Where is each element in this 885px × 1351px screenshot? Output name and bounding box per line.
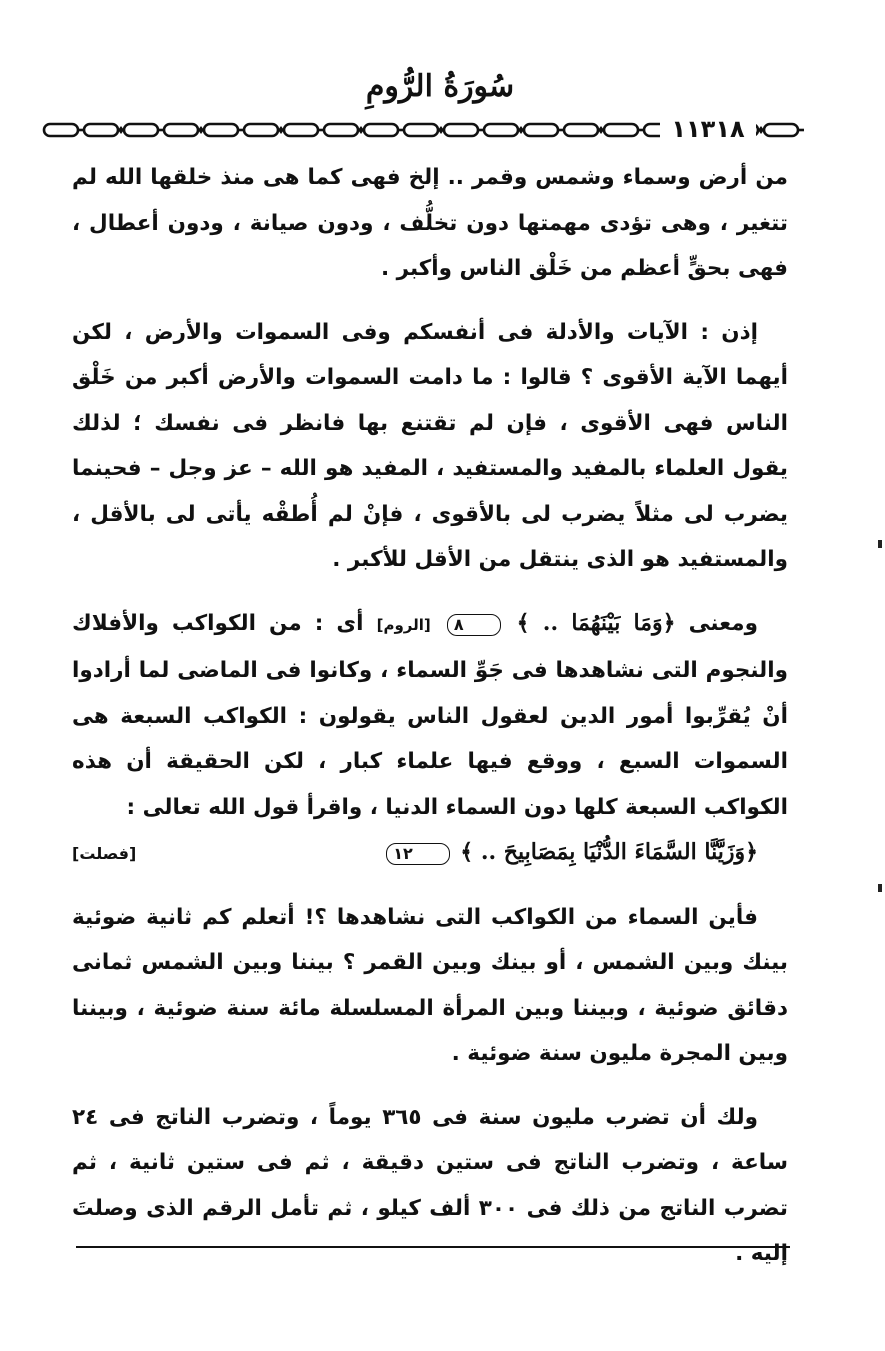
sura-reference: [الروم]: [376, 615, 431, 634]
chain-link-icon: [484, 124, 518, 136]
chain-link-icon: [164, 124, 198, 136]
chain-link-icon: [364, 124, 398, 136]
chain-link-icon: [404, 124, 438, 136]
connector-icon: [798, 129, 804, 132]
page-body: [72, 155, 788, 1295]
chain-link-icon: [324, 124, 358, 136]
ayah-number-badge: ٨: [447, 614, 501, 636]
paragraph-3: [72, 601, 788, 877]
paragraph-3-text: أى : من الكواكب والأفلاك والنجوم التى نشاهدها فى جَوِّ السماء ، وكانوا فى الماضى لما أرادوا أنْ يُقرِّبوا أمور الدين لعقول الناس يقولون : الكواكب السبعة هى السموات السبع ، ووقع فيها علماء كبار ، لكن الحقيقة أن هذه الكواكب السبعة كلها دون السماء الدنيا ، واقرأ قول الله تعالى :: [72, 610, 788, 820]
chain-link-icon: [204, 124, 238, 136]
verse-sura-reference: [فصلت]: [72, 844, 137, 863]
quran-phrase: ﴿وَمَا بَيْنَهُمَا .. ﴾: [516, 609, 676, 636]
paragraph-1: من أرض وسماء وشمس وقمر .. إلخ فهى كما هى منذ خلقها الله لم تتغير ، وهى تؤدى مهمتها دون تخلُّف ، ودون صيانة ، ودون أعطال ، فهى بحقٍّ أعظم من خَلْق الناس وأكبر .: [72, 165, 788, 281]
scan-edge-mark: [878, 540, 882, 548]
chain-link-icon: [444, 124, 478, 136]
chain-link-icon: [604, 124, 638, 136]
paragraph-2: إذن : الآيات والأدلة فى أنفسكم وفى السموات والأرض ، لكن أيهما الآية الأقوى ؟ قالوا : ما دامت السموات والأرض أكبر من خَلْق الناس فهى الأقوى ، فإن لم تقتنع بها فانظر فى نفسك ؛ لذلك يقول العلماء بالمفيد والمستفيد ، المفيد هو الله – عز وجل – فحينما يضرب لى مثلاً يضرب لى بالأقوى ، فإنْ لم أُطقْه يأتى لى بالأقل ، والمستفيد هو الذى ينتقل من الأقل للأكبر .: [72, 319, 788, 572]
verse-line: [72, 830, 788, 877]
footer-rule: [76, 1246, 790, 1248]
chain-link-icon: [564, 124, 598, 136]
verse-ayah-number-badge: ١٢: [386, 843, 450, 865]
scan-edge-mark: [878, 884, 882, 892]
chain-link-icon: [124, 124, 158, 136]
paragraph-3-intro: ومعنى: [688, 610, 758, 636]
paragraph-5: ولك أن تضرب مليون سنة فى ٣٦٥ يوماً ، وتضرب الناتج فى ٢٤ ساعة ، وتضرب الناتج فى ستين دقيقة ، ثم فى ستين ثانية ، ثم تضرب الناتج من ذلك فى ٣٠٠ ألف كيلو ، ثم تأمل الرقم الذى وصلتَ إليه .: [72, 1104, 788, 1266]
chain-link-icon: [84, 124, 118, 136]
chain-link-icon: [764, 124, 798, 136]
quran-verse: ﴿وَزَيَّنَّا السَّمَاءَ الدُّنْيَا بِمَصَابِيحَ .. ﴾: [460, 839, 758, 865]
chain-link-icon: [284, 124, 318, 136]
chain-link-icon: [524, 124, 558, 136]
page-number: ١١٣١٨: [660, 112, 756, 146]
verse-quote-group: [383, 830, 788, 876]
chain-link-icon: [44, 124, 78, 136]
chain-link-icon: [244, 124, 278, 136]
paragraph-4: فأين السماء من الكواكب التى نشاهدها ؟! أتعلم كم ثانية ضوئية بينك وبين الشمس ، أو بينك وبين القمر ؟ بيننا وبين الشمس ثمانى دقائق ضوئية ، وبيننا وبين المرأة المسلسلة مائة سنة ضوئية ، وبيننا وبين المجرة مليون سنة ضوئية .: [72, 904, 788, 1066]
surah-title: سُورَةُ الرُّومِ: [365, 69, 515, 104]
